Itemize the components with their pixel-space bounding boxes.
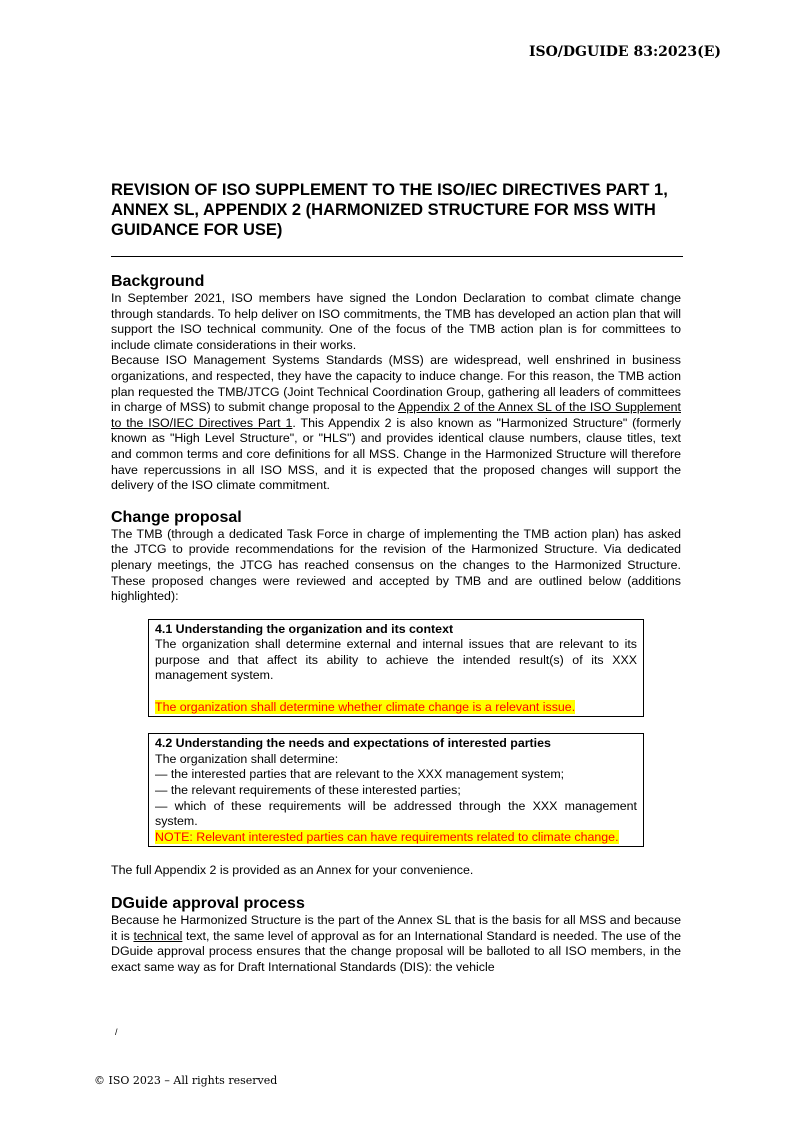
clause-4-1-box <box>148 619 644 718</box>
clause-4-1-text: The organization shall determine external and internal issues that are relevant to its purpose and that affect its ability to achieve the intended result(s) of its XXX management system. <box>155 637 637 683</box>
clause-4-1-addition: The organization shall determine whether climate change is a relevant issue. <box>155 699 576 714</box>
clause-4-2-item: — the interested parties that are relevant to the XXX management system; <box>155 767 565 782</box>
clause-4-2-item: — the relevant requirements of these interested parties; <box>155 783 461 798</box>
background-paragraph-1: In September 2021, ISO members have signed the London Declaration to combat climate change through standards. To help deliver on ISO commitments, the TMB has developed an action plan that will support the ISO technical community. One of the focus of the TMB action plan is for committees to include climate considerations in their works. <box>111 291 681 352</box>
clause-4-1-title: 4.1 Understanding the organization and its context <box>155 621 454 636</box>
clause-4-2-title: 4.2 Understanding the needs and expectations of interested parties <box>155 736 551 751</box>
change-proposal-paragraph: The TMB (through a dedicated Task Force in charge of implementing the TMB action plan) has asked the JTCG to provide recommendations for the revision of the Harmonized Structure. Via dedicated plenary meetings, the JTCG has reached consensus on the changes to the Harmonized Structure. These proposed changes were reviewed and accepted by TMB and are outlined below (additions highlighted): <box>111 526 681 604</box>
document-reference: ISO/DGUIDE 83:2023(E) <box>528 44 721 60</box>
copyright-notice: © ISO 2023 – All rights reserved <box>94 1074 278 1087</box>
dguide-heading: DGuide approval process <box>111 895 305 912</box>
document-title: REVISION OF ISO SUPPLEMENT TO THE ISO/IEC DIRECTIVES PART 1, ANNEX SL, APPENDIX 2 (HARMONIZED STRUCTURE FOR MSS WITH GUIDANCE FOR USE) <box>111 181 668 239</box>
background-paragraph-2 <box>111 353 681 493</box>
change-proposal-section <box>111 508 681 879</box>
dguide-section <box>111 894 681 975</box>
clause-4-2-intro: The organization shall determine: <box>155 751 339 766</box>
clause-4-2-item: — which of these requirements will be addressed through the XXX management system. <box>155 798 637 829</box>
clause-4-2-box <box>148 733 644 847</box>
background-section <box>111 272 681 494</box>
footer-mark: / <box>115 1027 118 1037</box>
dguide-text-continued: text, the same level of approval as for an International Standard is needed. The use of the DGuide approval process ensures that the change proposal will be balloted to all ISO members, in the exact same way as for Draft International Standards (DIS): the vehicle <box>111 928 681 974</box>
dguide-underlined-term: technical <box>133 928 183 943</box>
background-p2-text-continued: . This Appendix 2 is also known as "Harmonized Structure" (formerly known as "High Level Structure", or "HLS") and provides identical clause numbers, clause titles, text and common terms and core definitions for all MSS. Change in the Harmonized Structure will therefore have repercussions in all ISO MSS, and it is expected that the proposed changes will support the delivery of the ISO climate commitment. <box>111 415 681 493</box>
appendix-2-link[interactable]: Appendix 2 of the Annex SL of the ISO Supplement to the ISO/IEC Directives Part 1 <box>111 400 681 430</box>
title-divider <box>111 256 683 257</box>
document-body <box>111 272 681 975</box>
clause-4-2-note: NOTE: Relevant interested parties can have requirements related to climate change. <box>155 829 619 844</box>
annex-note: The full Appendix 2 is provided as an Annex for your convenience. <box>111 863 474 878</box>
change-proposal-heading: Change proposal <box>111 508 242 526</box>
dguide-paragraph <box>111 913 681 975</box>
dguide-text: Because he Harmonized Structure is the part of the Annex SL that is the basis for all MSS and because it is <box>111 913 681 943</box>
background-heading: Background <box>111 273 205 290</box>
background-p2-text: Because ISO Management Systems Standards (MSS) are widespread, well enshrined in business organizations, and respected, they have the capacity to induce change. For this reason, the TMB action plan requested the TMB/JTCG (Joint Technical Coordination Group, gathering all leaders of committees in charge of MSS) to submit change proposal to the <box>111 353 681 415</box>
